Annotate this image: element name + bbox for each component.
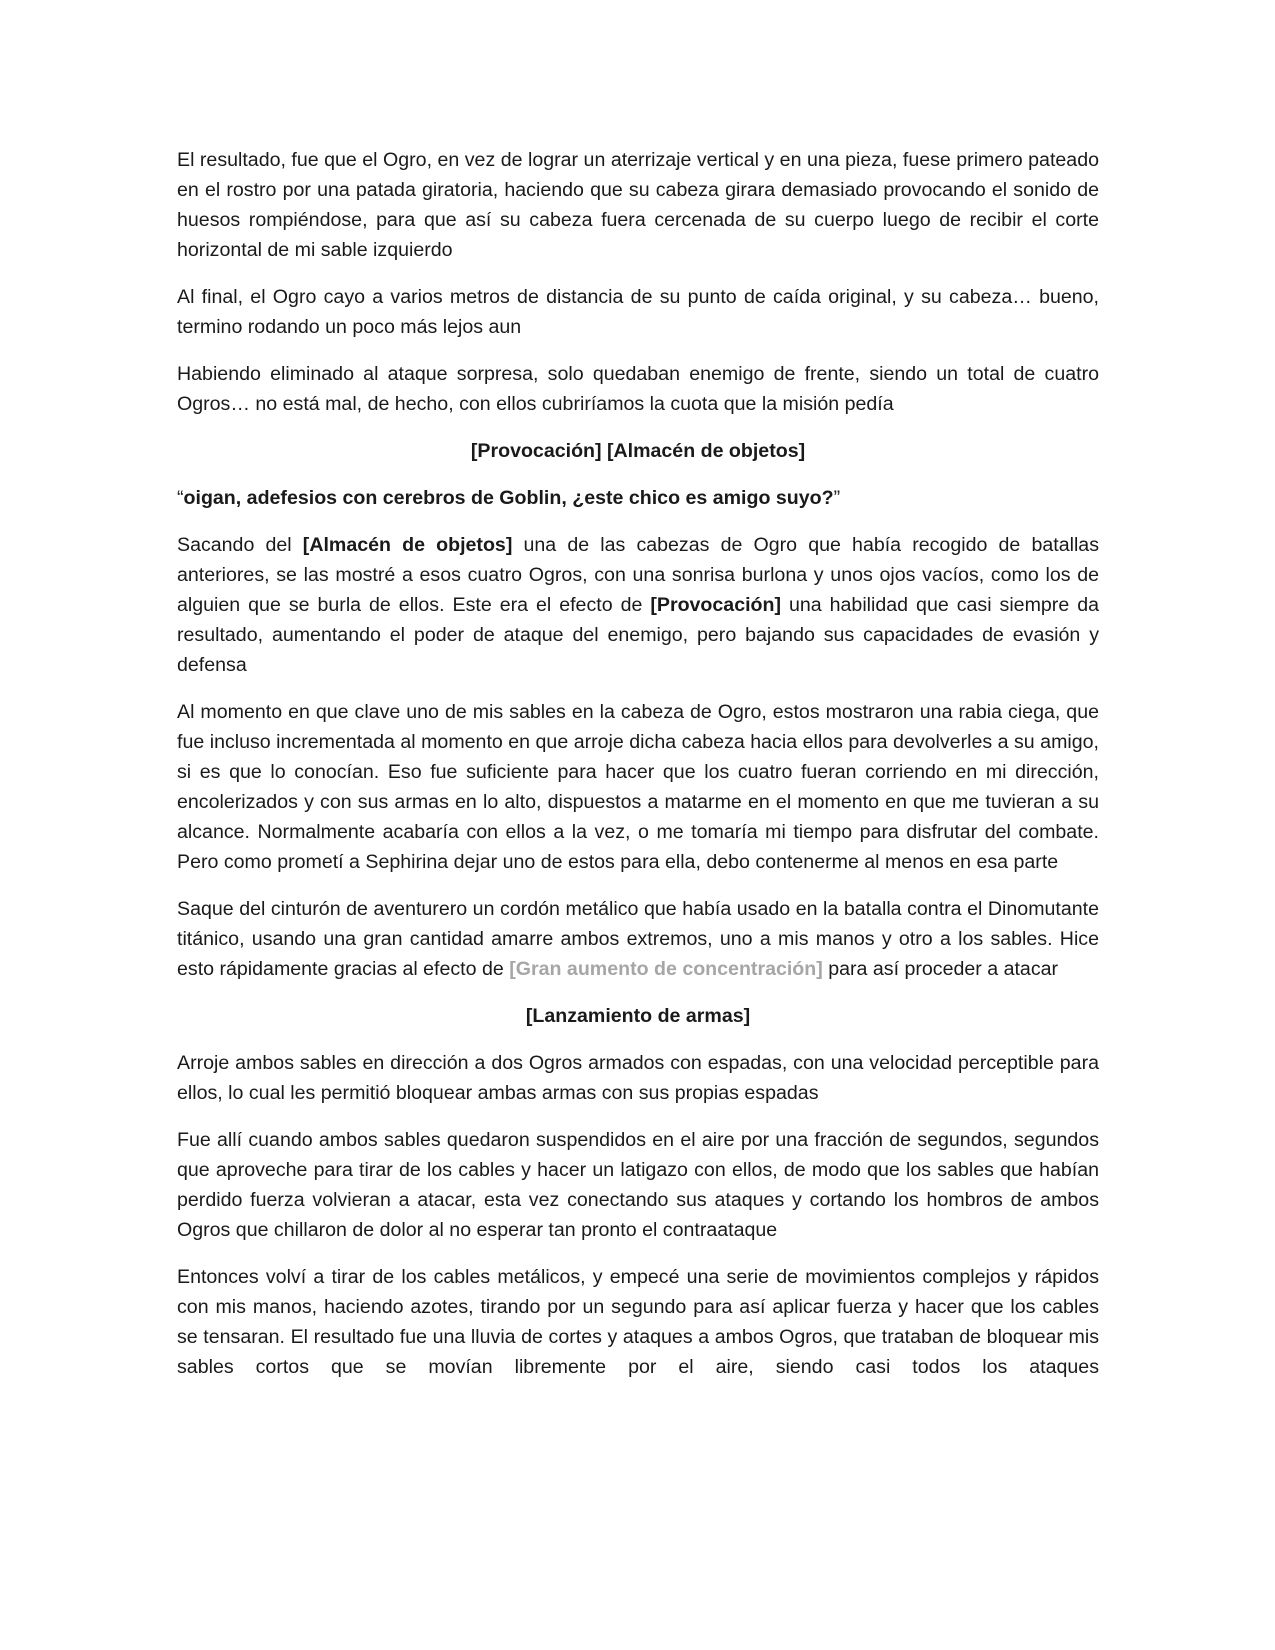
- paragraph-1: El resultado, fue que el Ogro, en vez de lograr un aterrizaje vertical y en una pieza, fuese primero pateado en el rostro por una patada giratoria, haciendo que su cabeza girara demasiado provocando el sonido de huesos rompiéndose, para que así su cabeza fuera cercenada de su cuerpo luego de recibir el corte horizontal de mi sable izquierdo: [177, 149, 1099, 261]
- paragraph-10: Fue allí cuando ambos sables quedaron suspendidos en el aire por una fracción de segundos, segundos que aproveche para tirar de los cables y hacer un latigazo con ellos, de modo que los sables que habían perdido fuerza volvieran a atacar, esta vez conectando sus ataques y cortando los hombros de ambos Ogros que chillaron de dolor al no esperar tan pronto el contraataque: [177, 1129, 1099, 1241]
- dialogue-line: [177, 483, 1099, 513]
- paragraph-6: Al momento en que clave uno de mis sables en la cabeza de Ogro, estos mostraron una rabia ciega, que fue incluso incrementada al momento en que arroje dicha cabeza hacia ellos para devolverles a su amigo, si es que lo conocían. Eso fue suficiente para hacer que los cuatro fueran corriendo en mi dirección, encolerizados y con sus armas en lo alto, dispuestos a matarme en el momento en que me tuvieran a su alcance. Normalmente acabaría con ellos a la vez, o me tomaría mi tiempo para disfrutar del combate. Pero como prometí a Sephirina dejar uno de estos para ella, debo contenerme al menos en esa parte: [177, 701, 1099, 873]
- paragraph-3: Habiendo eliminado al ataque sorpresa, solo quedaban enemigo de frente, siendo un total de cuatro Ogros… no está mal, de hecho, con ellos cubriríamos la cuota que la misión pedía: [177, 363, 1099, 415]
- paragraph-7: [177, 894, 1099, 984]
- paragraph-2: Al final, el Ogro cayo a varios metros de distancia de su punto de caída original, y su cabeza… bueno, termino rodando un poco más lejos aun: [177, 286, 1099, 338]
- paragraph-5-text-1: Sacando del: [177, 534, 303, 556]
- dialogue-open-quote: “: [177, 487, 184, 509]
- paragraph-5-text-2: una de las cabezas de Ogro que había recogido de batallas anteriores, se las mostré a esos cuatro Ogros, con una sonrisa burlona y unos ojos vacíos, como los de alguien que se burla de ellos. Este era el efecto de: [177, 534, 1099, 616]
- dialogue-text: oigan, adefesios con cerebros de Goblin, ¿este chico es amigo suyo?: [183, 487, 834, 509]
- skills-heading: [Provocación] [Almacén de objetos]: [470, 440, 806, 462]
- dialogue-close-quote: ”: [833, 487, 841, 509]
- paragraph-5: [177, 530, 1099, 680]
- document-page: [177, 145, 1099, 1399]
- paragraph-5-text-3: una habilidad que casi siempre da resultado, aumentando el poder de ataque del enemigo, pero bajando sus capacidades de evasión y defensa: [177, 594, 1099, 676]
- weapons-heading: [Lanzamiento de armas]: [525, 1005, 751, 1027]
- paragraph-7-text-1: Saque del cinturón de aventurero un cordón metálico que había usado en la batalla contra el Dinomutante titánico, usando una gran cantidad amarre ambos extremos, uno a mis manos y otro a los sables. Hice esto rápidamente gracias al efecto de: [177, 898, 1099, 980]
- paragraph-9: Arroje ambos sables en dirección a dos Ogros armados con espadas, con una velocidad perceptible para ellos, lo cual les permitió bloquear ambas armas con sus propias espadas: [177, 1052, 1099, 1104]
- skill-provocation-ref: [Provocación]: [650, 594, 781, 616]
- paragraph-11: Entonces volví a tirar de los cables metálicos, y empecé una serie de movimientos complejos y rápidos con mis manos, haciendo azotes, tirando por un segundo para así aplicar fuerza y hacer que los cables se tensaran. El resultado fue una lluvia de cortes y ataques a ambos Ogros, que trataban de bloquear mis sables cortos que se movían libremente por el aire, siendo casi todos los ataques: [177, 1266, 1099, 1378]
- skill-concentration-ref: [Gran aumento de concentración]: [509, 958, 823, 980]
- paragraph-7-text-2: para así proceder a atacar: [822, 958, 1059, 980]
- skill-storage-ref: [Almacén de objetos]: [302, 534, 513, 556]
